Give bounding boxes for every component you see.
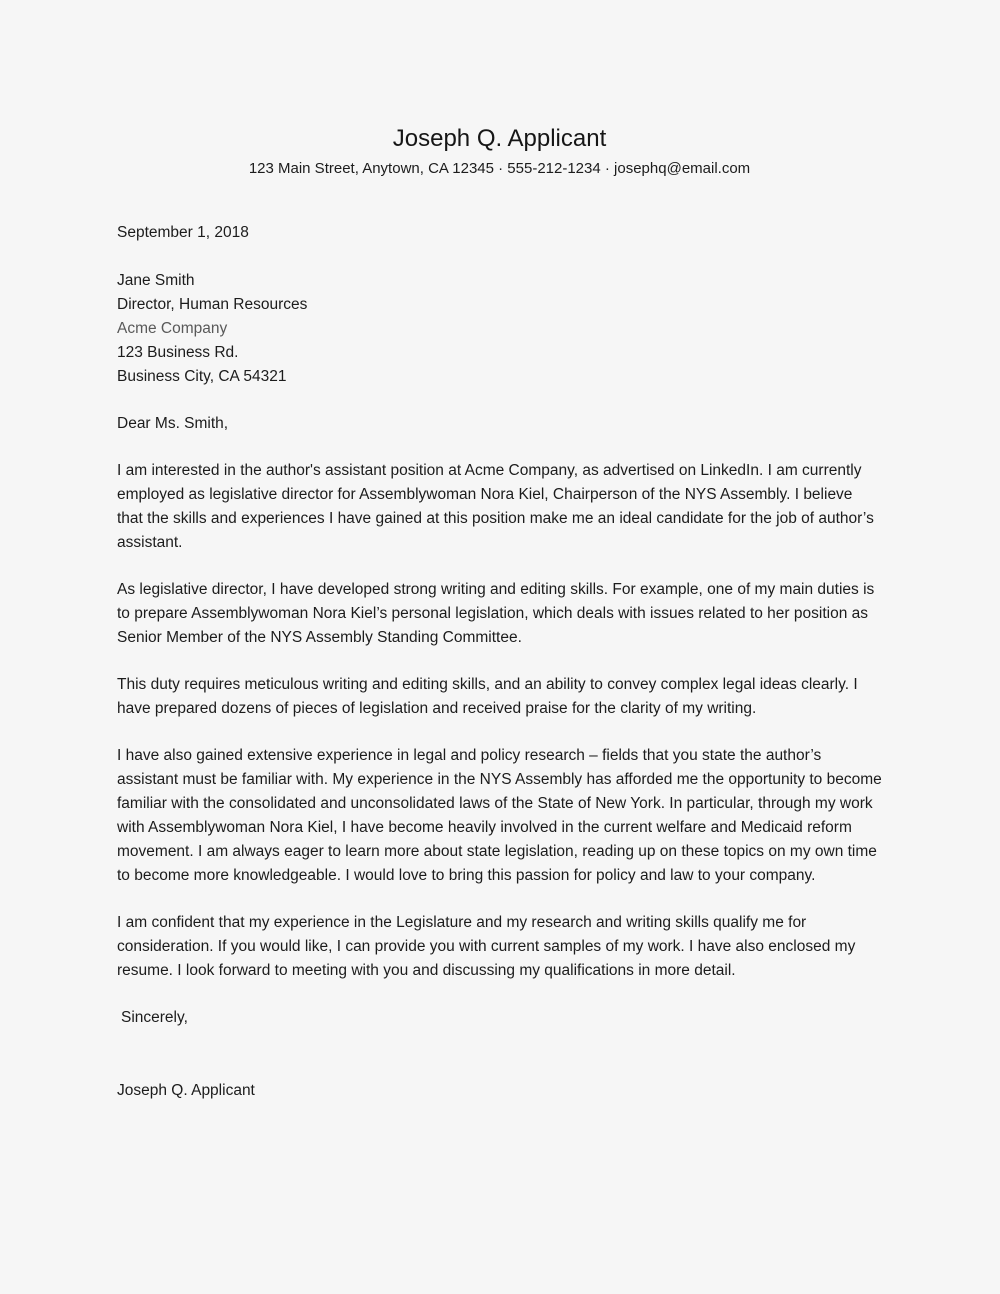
recipient-city-state-zip: Business City, CA 54321	[117, 368, 287, 385]
body-paragraph-2: As legislative director, I have developed strong writing and editing skills. For example, one of my main duties is to prepare Assemblywoman Nora Kiel’s personal legislation, which deals with issues related to her position as Senior Member of the NYS Assembly Standing Committee.	[117, 581, 875, 646]
recipient-block	[117, 269, 882, 389]
recipient-company: Acme Company	[117, 320, 228, 337]
recipient-title: Director, Human Resources	[117, 296, 308, 313]
body-paragraph-1: I am interested in the author's assistant position at Acme Company, as advertised on LinkedIn. I am currently employed as legislative director for Assemblywoman Nora Kiel, Chairperson of the NYS Assembly. I believe that the skills and experiences I have gained at this position make me an ideal candidate for the job of author’s assistant.	[117, 462, 874, 551]
recipient-name: Jane Smith	[117, 272, 195, 289]
applicant-name: Joseph Q. Applicant	[392, 125, 607, 152]
recipient-street: 123 Business Rd.	[117, 344, 239, 361]
signature-name: Joseph Q. Applicant	[117, 1082, 255, 1099]
body-paragraph-4: I have also gained extensive experience in legal and policy research – fields that you state the author’s assistant must be familiar with. My experience in the NYS Assembly has afforded me the opportunity to become familiar with the consolidated and unconsolidated laws of the State of New York. In particular, through my work with Assemblywoman Nora Kiel, I have become heavily involved in the current welfare and Medicaid reform movement. I am always eager to learn more about state legislation, reading up on these topics on my own time to become more knowledgeable. I would love to bring this passion for policy and law to your company.	[117, 747, 882, 884]
body-paragraph-5: I am confident that my experience in the Legislature and my research and writing skills qualify me for consideration. If you would like, I can provide you with current samples of my work. I have also enclosed my resume. I look forward to meeting with you and discussing my qualifications in more detail.	[117, 914, 856, 979]
applicant-contact-line: 123 Main Street, Anytown, CA 12345 · 555-212-1234 · josephq@email.com	[248, 160, 751, 177]
letter-date: September 1, 2018	[117, 224, 249, 241]
closing: Sincerely,	[121, 1009, 188, 1026]
letter-header	[117, 124, 882, 179]
body-paragraph-3: This duty requires meticulous writing and editing skills, and an ability to convey complex legal ideas clearly. I have prepared dozens of pieces of legislation and received praise for the clarity of my writing.	[117, 676, 858, 717]
salutation: Dear Ms. Smith,	[117, 415, 229, 432]
